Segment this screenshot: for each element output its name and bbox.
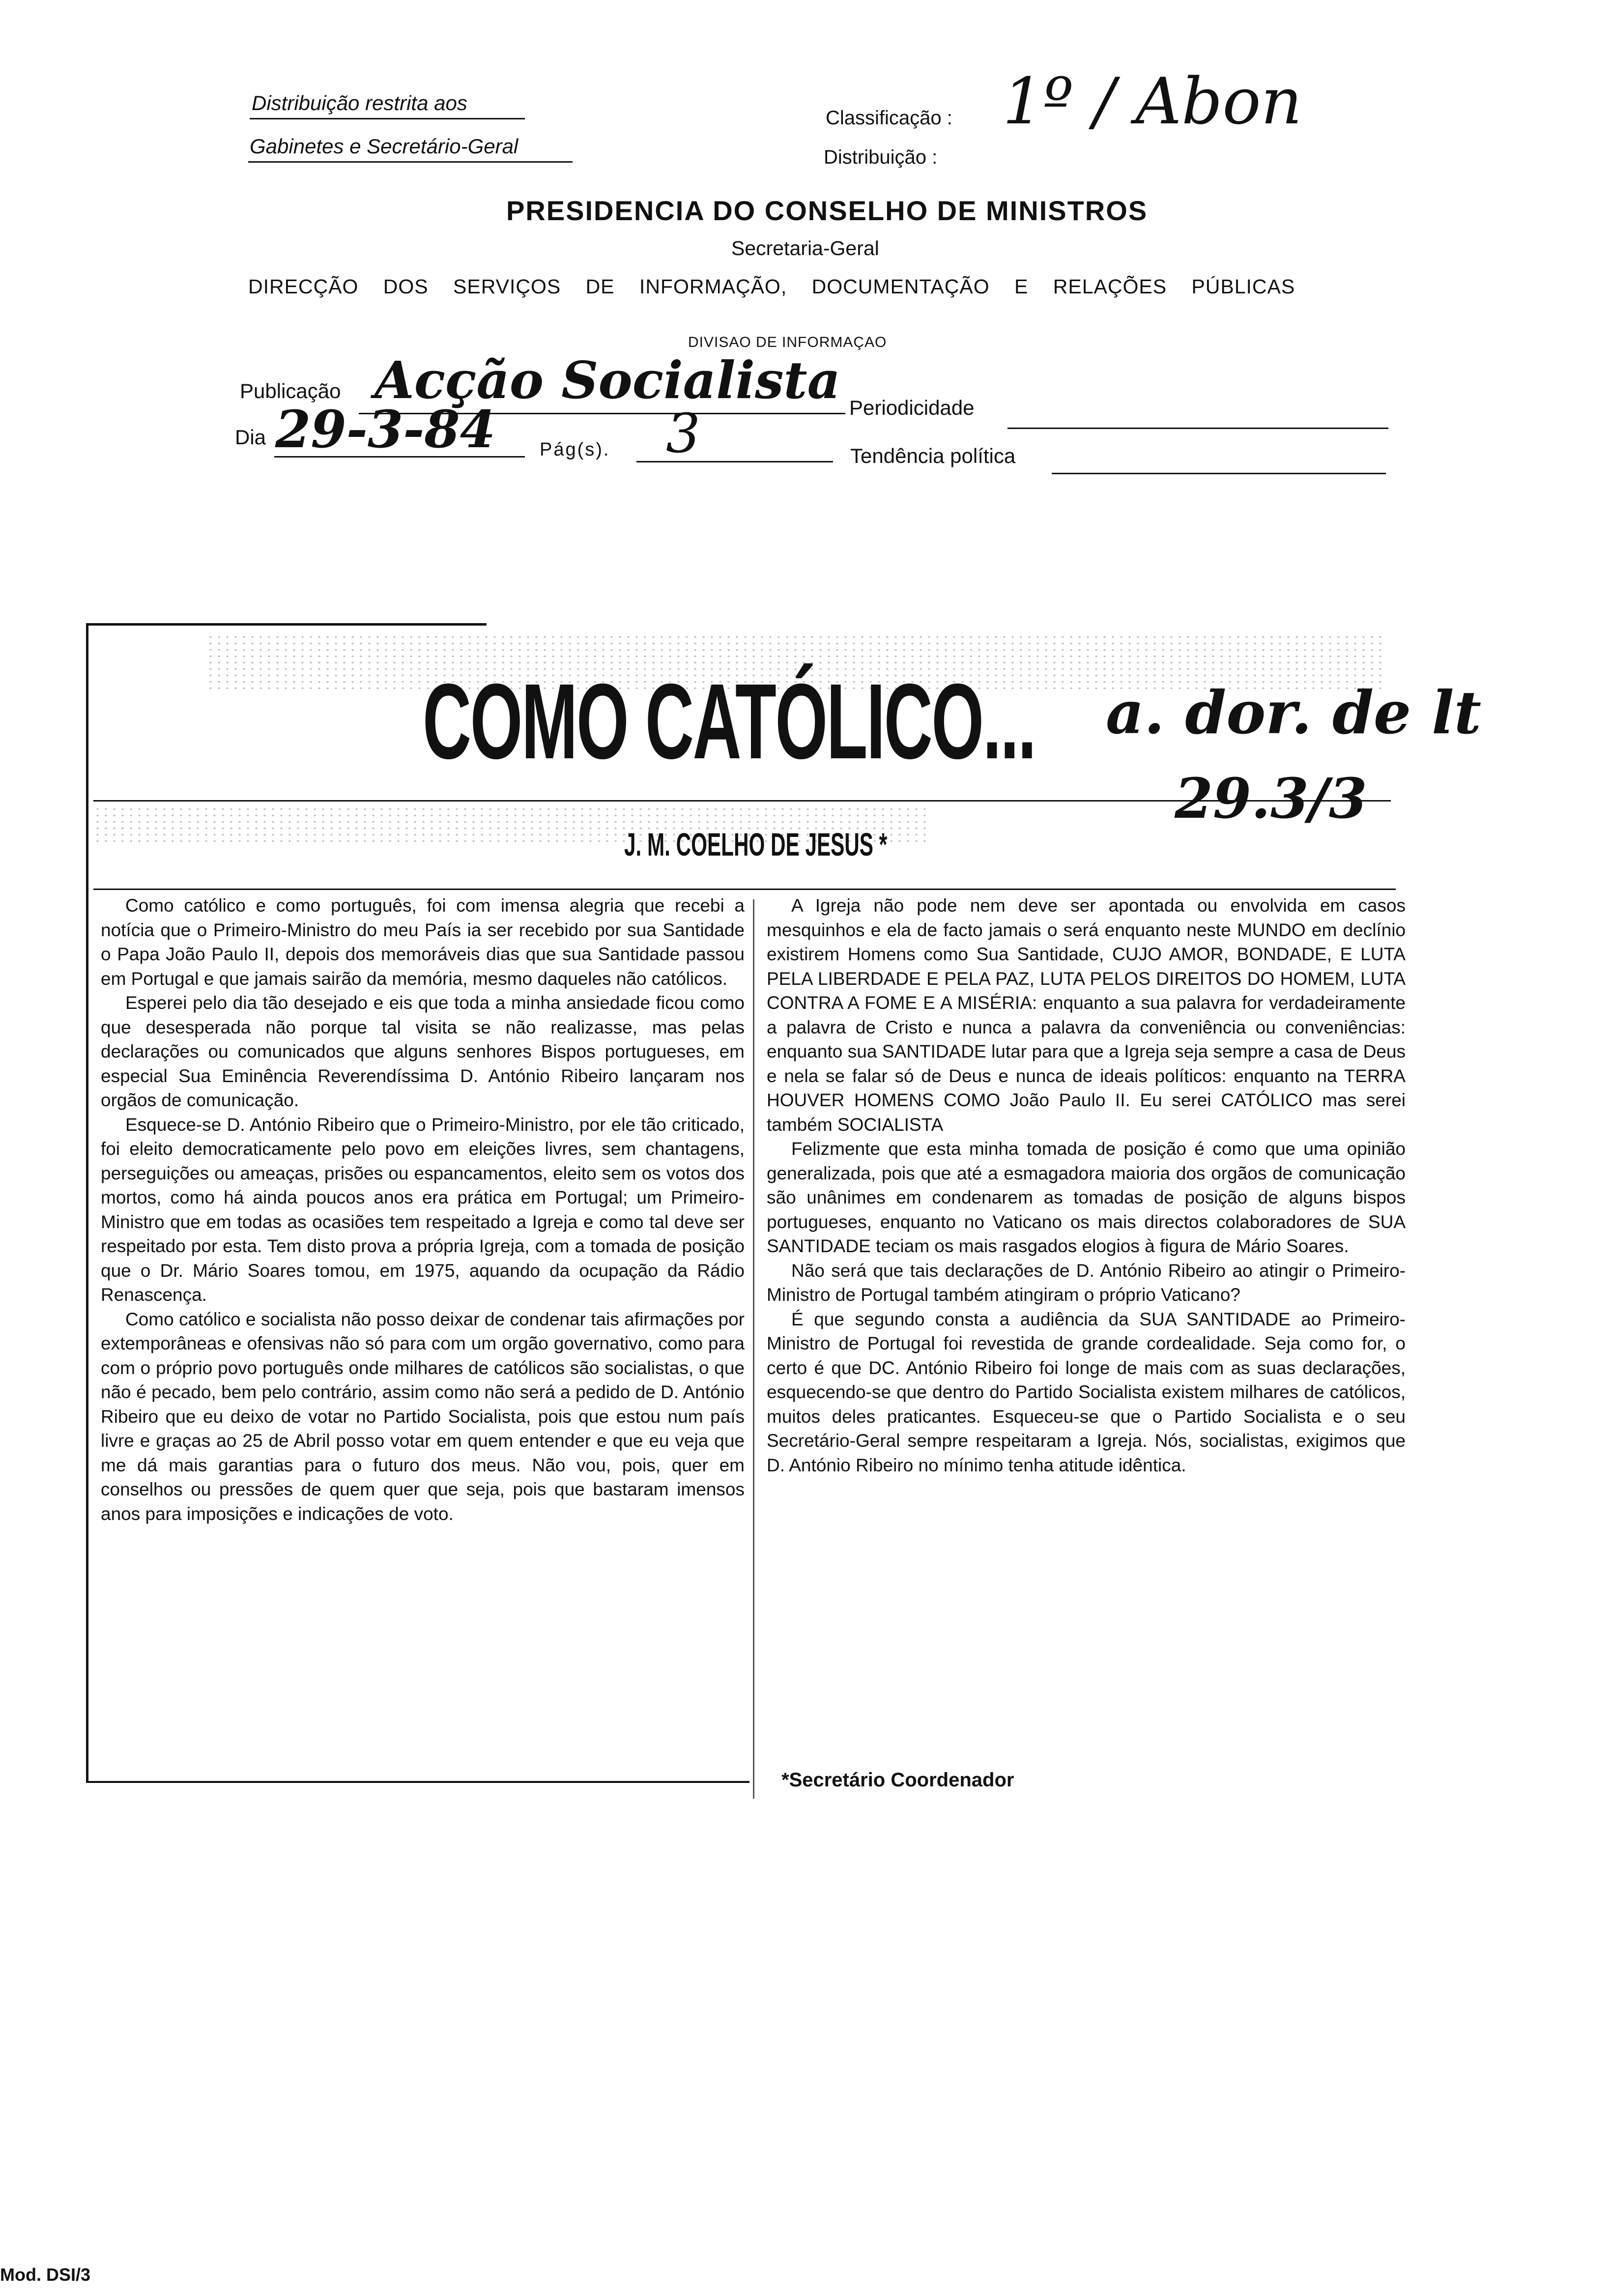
publicacao-label: Publicação	[240, 379, 341, 402]
classificacao-label: Classificação :	[826, 107, 952, 129]
publicacao-handwritten-value: Acção Socialista	[374, 350, 840, 410]
org-title: PRESIDENCIA DO CONSELHO DE MINISTROS	[506, 195, 1148, 226]
article-right-paragraph: É que segundo consta a audiência da SUA SANTIDADE ao Primeiro-Ministro de Portugal foi revestida de grande cordealidade. Seja como for, o certo é que DC. António Ribeiro foi longe de mais com as suas declarações, esquecendo-se que dentro do Partido Socialista existem milhares de católicos, muitos deles praticantes. Esqueceu-se que o Partido Socialista e o seu Secretário-Geral sempre respeitaram a Igreja. Nós, socialistas, exigimos que D. António Ribeiro no mínimo tenha atitude idêntica.	[767, 1309, 1406, 1475]
pags-handwritten-value: 3	[666, 402, 700, 465]
article-left-paragraph: Como católico e como português, foi com imensa alegria que recebi a notícia que o Primeiro-Ministro do meu País ia ser recebido por sua Santidade o Papa João Paulo II, depois dos memoráveis dias que sua Santidade passou em Portugal e que jamais sairão da memória, mesmo daqueles não católicos.	[101, 895, 745, 989]
dia-underline	[274, 456, 525, 458]
column-divider	[753, 899, 754, 1799]
dia-handwritten-value: 29-3-84	[275, 399, 496, 459]
footnote: *Secretário Coordenador	[781, 1769, 1014, 1791]
article-left-paragraph: Esperei pelo dia tão desejado e eis que toda a minha ansiedade ficou como que desesperada não porque tal visita se não realizasse, mas pelas declarações ou comunicados que alguns senhores Bispos portugueses, em especial Sua Eminência Reverendíssima D. António Ribeiro lançaram nos orgãos de comunicação.	[101, 993, 745, 1110]
headline-rule-upper	[93, 800, 1391, 802]
article-right-column	[767, 893, 1406, 1477]
clipping-left-border	[86, 623, 88, 1783]
form-code: Mod. DSI/3	[0, 2265, 91, 2285]
handwritten-annotation-1: a. dor. de lt	[1106, 678, 1482, 747]
headline-rule-lower	[93, 889, 1396, 890]
tendencia-underline	[1052, 473, 1386, 474]
dia-label: Dia	[235, 426, 266, 449]
distribution-note-line1: Distribuição restrita aos	[252, 91, 467, 115]
article-right-paragraph: Não será que tais declarações de D. António Ribeiro ao atingir o Primeiro-Ministro de Portugal também atingiram o próprio Vaticano?	[767, 1260, 1406, 1305]
classificacao-handwritten-value: 1º / Abon	[1003, 64, 1302, 139]
distribution-underline-1	[250, 118, 525, 119]
article-left-paragraph: Esquece-se D. António Ribeiro que o Primeiro-Ministro, por ele tão criticado, foi eleito democraticamente pelo povo em eleições livres, sem chantagens, perseguições ou ameaças, prisões ou espancamentos, eleito sem os votos dos mortos, como há ainda poucos anos era prática em Portugal; um Primeiro-Ministro que em todas as ocasiões tem respeitado a Igreja e como tal deve ser respeitado por esta. Tem disto prova a própria Igreja, com a tomada de posição que o Dr. Mário Soares tomou, em 1975, aquando da ocupação da Rádio Renascença.	[101, 1114, 745, 1305]
article-right-paragraph: Felizmente que esta minha tomada de posição é como que uma opinião generalizada, pois que até a esmagadora maioria dos orgãos de comunicação são unânimes em condenarem as tomadas de posição de alguns bispos portugueses, enquanto no Vaticano os mais directos colaboradores de SUA SANTIDADE teciam os mais rasgados elogios à figura de Mário Soares.	[767, 1139, 1406, 1256]
handwritten-annotation-2: 29.3/3	[1175, 767, 1367, 831]
division: DIVISAO DE INFORMAÇAO	[688, 334, 887, 350]
article-left-paragraph: Como católico e socialista não posso deixar de condenar tais afirmações por extemporâneas e ofensivas não só para com um orgão governativo, como para com o próprio povo português onde milhares de católicos são socialistas, o que não é pecado, bem pelo contrário, assim como não será a pedido de D. António Ribeiro que eu deixo de votar no Partido Socialista, pois que estou num país livre e graças ao 25 de Abril posso votar em quem entender e que eu veja que me dá mais garantias para o futuro dos meus. Não vou, pois, quer em conselhos ou pressões de quem quer que seja, pois que bastaram imensos anos para imposições e indicações de voto.	[101, 1309, 745, 1524]
org-subtitle: Secretaria-Geral	[731, 237, 879, 259]
distribution-underline-2	[248, 161, 573, 163]
pags-underline	[636, 461, 833, 462]
byline: J. M. COELHO DE JESUS *	[624, 826, 888, 862]
pags-label: Pág(s).	[540, 439, 610, 460]
headline: COMO CATÓLICO...	[423, 662, 1036, 781]
periodicidade-label: Periodicidade	[849, 396, 975, 419]
periodicidade-underline	[1008, 428, 1388, 429]
clipping-top-border	[86, 623, 487, 626]
article-right-paragraph: A Igreja não pode nem deve ser apontada ou envolvida em casos mesquinhos e ela de facto jamais o será enquanto neste MUNDO em declínio existirem Homens como Sua Santidade, CUJO AMOR, BONDADE, E LUTA PELA LIBERDADE E PELA PAZ, LUTA PELOS DIREITOS DO HOMEM, LUTA CONTRA A FOME E A MISÉRIA: enquanto a sua palavra for verdadeiramente a palavra de Cristo e nunca a palavra da conveniência ou conveniências: enquanto sua SANTIDADE lutar para que a Igreja seja sempre a casa de Deus e nela se falar só de Deus e nunca de ideais políticos: enquanto na TERRA HOUVER HOMENS COMO João Paulo II. Eu serei CATÓLICO mas serei também SOCIALISTA	[767, 895, 1406, 1135]
distribuicao-label: Distribuição :	[824, 146, 938, 168]
distribution-note-line2: Gabinetes e Secretário-Geral	[250, 135, 518, 158]
article-left-column	[101, 893, 745, 1526]
tendencia-label: Tendência política	[850, 444, 1016, 467]
directorate: DIRECÇÃO DOS SERVIÇOS DE INFORMAÇÃO, DOCUMENTAÇÃO E RELAÇÕES PÚBLICAS	[248, 275, 1295, 298]
clipping-bottom-border	[86, 1781, 749, 1783]
